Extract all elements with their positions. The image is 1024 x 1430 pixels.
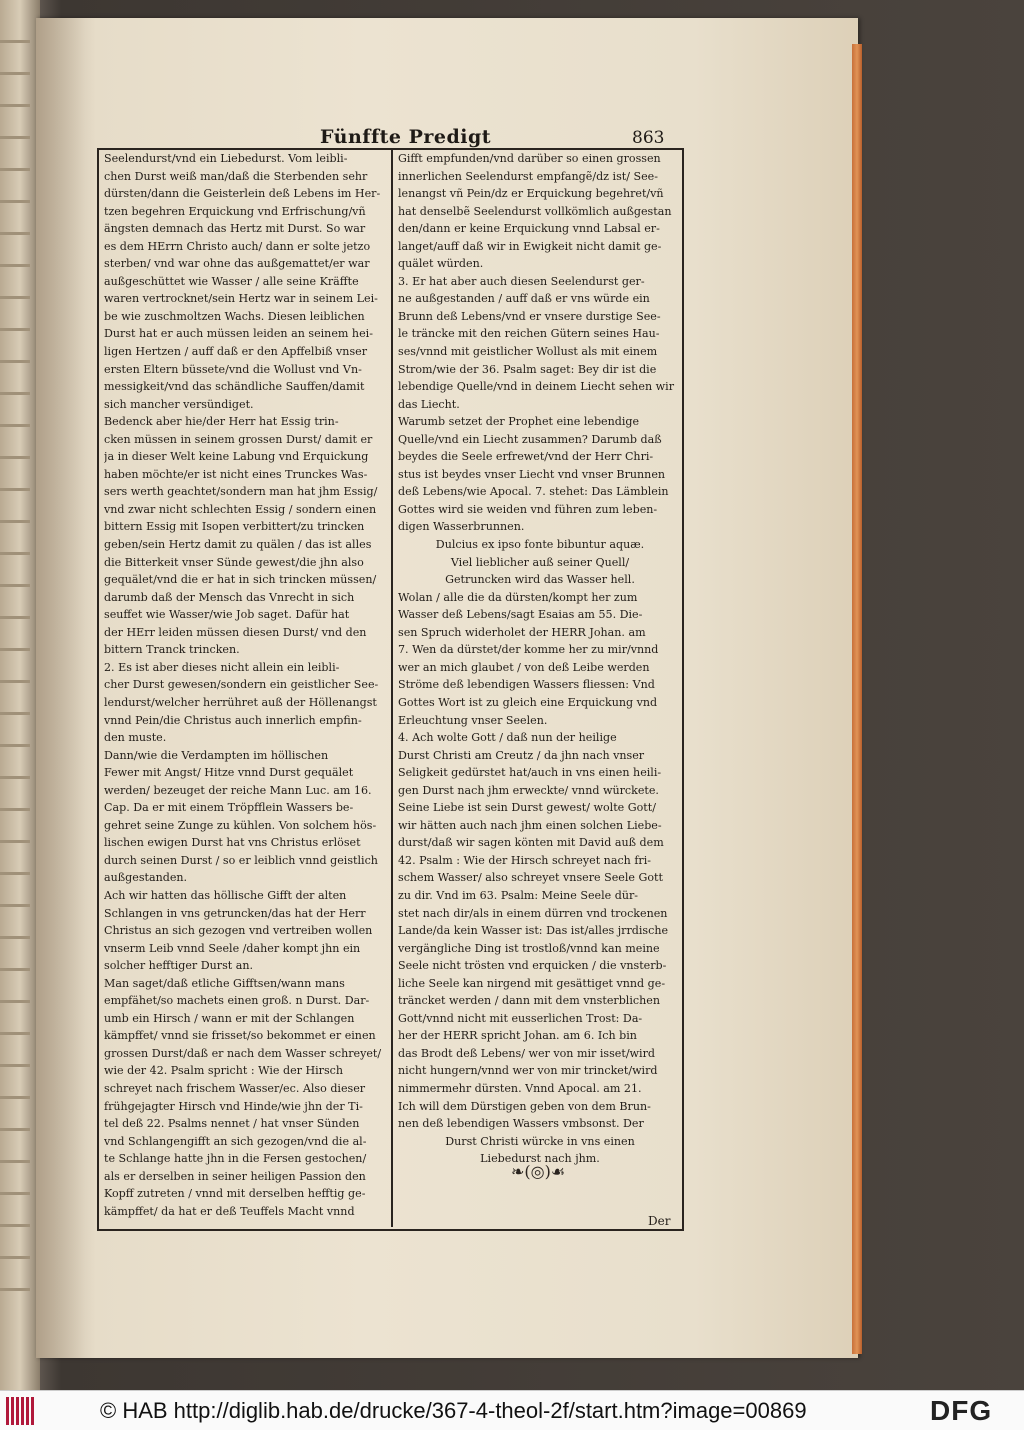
- text-line: Wasser deß Lebens/sagt Esaias am 55. Die-: [398, 608, 643, 622]
- text-line: wer an mich glaubet / von deß Leibe werden: [398, 660, 650, 674]
- text-line: beydes die Seele erfrewet/vnd der Herr Chri-: [398, 450, 654, 464]
- text-line: liche Seele kan nirgend mit gesättiget vnnd ge-: [398, 976, 666, 990]
- text-line: gen Durst nach jhm erweckte/ vnnd würckete.: [398, 783, 659, 797]
- text-line: Man saget/daß etliche Gifftsen/wann mans: [104, 976, 345, 990]
- text-line: vnnd Pein/die Christus auch innerlich empfin-: [104, 713, 362, 727]
- text-line: kämpffet/ vnnd sie frisset/so bekommet er einen: [104, 1029, 376, 1043]
- catchword: Der: [648, 1214, 671, 1228]
- text-line: vnd zwar nicht schlechten Essig / sondern einen: [104, 502, 377, 516]
- copyright-url[interactable]: © HAB http://diglib.hab.de/drucke/367-4-theol-2f/start.htm?image=00869: [100, 1398, 807, 1423]
- text-line: kämpffet/ da hat er deß Teuffels Macht vnnd: [104, 1204, 355, 1218]
- text-line: umb ein Hirsch / wann er mit der Schlangen: [104, 1011, 355, 1025]
- page-edge-strip: [0, 72, 30, 75]
- right-column: [398, 150, 682, 1168]
- text-line: lischen ewigen Durst hat vns Christus erlöset: [104, 836, 361, 850]
- text-line: sich mancher versündiget.: [104, 397, 254, 411]
- text-line: Liebedurst nach jhm.: [480, 1152, 600, 1166]
- text-line: seuffet wie Wasser/wie Job saget. Dafür hat: [104, 608, 350, 622]
- text-line: empfähet/so machets einen groß. n Durst. Dar-: [104, 994, 370, 1008]
- text-line: be wie zuschmoltzen Wachs. Diesen leiblichen: [104, 309, 365, 323]
- text-line: haben möchte/er ist nicht eines Trunckes Was-: [104, 467, 368, 481]
- text-line: waren vertrocknet/sein Hertz war in seinem Lei-: [104, 292, 378, 306]
- text-line: Kopff zutreten / vnnd mit derselben hefftig ge-: [104, 1187, 366, 1201]
- text-line: her der HERR spricht Johan. am 6. Ich bin: [398, 1029, 637, 1043]
- page-gutter-shadow: [36, 18, 96, 1358]
- text-line: bittern Tranck trincken.: [104, 643, 240, 657]
- text-line: langet/auff daß wir in Ewigkeit nicht damit ge-: [398, 239, 662, 253]
- text-line: innerlichen Seelendurst empfangẽ/dz ist/ See-: [398, 169, 658, 183]
- page-edge-strip: [0, 552, 30, 555]
- page-edge-strip: [0, 1224, 30, 1227]
- text-line: messigkeit/vnd das schändliche Sauffen/damit: [104, 380, 365, 394]
- page-edge-strip: [0, 616, 30, 619]
- text-line: der HErr leiden müssen diesen Durst/ vnd den: [104, 625, 367, 639]
- text-line: als er derselben in seiner heiligen Passion den: [104, 1169, 366, 1183]
- text-line: ne außgestanden / auff daß er vns würde ein: [398, 292, 650, 306]
- text-line: sterben/ vnd war ohne das außgemattet/er war: [104, 257, 370, 271]
- text-line: Seligkeit gedürstet hat/auch in vns einen heili-: [398, 766, 662, 780]
- text-line: dürsten/dann die Geisterlein deß Lebens im Her-: [104, 187, 381, 201]
- text-line: stus ist beydes vnser Liecht vnd vnser Brunnen: [398, 467, 666, 481]
- text-line: lebendige Quelle/vnd in deinem Liecht sehen wir: [398, 380, 675, 394]
- text-line: Ströme deß lebendigen Wassers fliessen: Vnd: [398, 678, 655, 692]
- page-edge-strip: [0, 1000, 30, 1003]
- text-line: 7. Wen da dürstet/der komme her zu mir/vnnd: [398, 643, 659, 657]
- text-line: Gifft empfunden/vnd darüber so einen grossen: [398, 152, 661, 165]
- page-edge-strip: [0, 200, 30, 203]
- text-line: Durst Christi würcke in vns einen: [445, 1134, 635, 1148]
- text-line: wir hätten auch nach jhm einen solchen Liebe-: [398, 818, 662, 832]
- text-line: die Bitterkeit vnser Sünde gewest/die jhn also: [104, 555, 364, 569]
- page-edge-strip: [0, 168, 30, 171]
- text-line: Gottes Wort ist zu gleich eine Erquickung vnd: [398, 695, 658, 709]
- text-line: Gottes wird sie weiden vnd führen zum leben-: [398, 502, 658, 516]
- page-edge-strip: [0, 1160, 30, 1163]
- text-line: Getruncken wird das Wasser hell.: [445, 573, 635, 587]
- text-line: chen Durst weiß man/daß die Sterbenden sehr: [104, 169, 368, 183]
- text-line: Ach wir hatten das höllische Gifft der alten: [104, 888, 347, 902]
- text-line: Dulcius ex ipso fonte bibuntur aquæ.: [435, 538, 645, 552]
- text-line: sers werth geachtet/sondern man hat jhm Essig/: [104, 485, 378, 499]
- page-edge-strip: [0, 712, 30, 715]
- page-edge-strip: [0, 328, 30, 331]
- text-line: werden/ bezeuget der reiche Mann Luc. am 16.: [104, 783, 372, 797]
- text-line: vergängliche Ding ist trostloß/vnnd kan meine: [398, 941, 660, 955]
- text-line: Strom/wie der 36. Psalm saget: Bey dir ist die: [398, 362, 657, 376]
- text-line: Quelle/vnd ein Liecht zusammen? Darumb daß: [398, 432, 662, 446]
- text-line: Ich will dem Dürstigen geben von dem Brun-: [398, 1099, 651, 1113]
- page-edge-strip: [0, 840, 30, 843]
- text-line: 3. Er hat aber auch diesen Seelendurst ger-: [398, 274, 645, 288]
- text-line: durch seinen Durst / so er leiblich vnnd geistlich: [104, 853, 378, 867]
- text-line: Erleuchtung vnser Seelen.: [398, 713, 548, 727]
- text-line: Christus an sich gezogen vnd vertreiben wollen: [104, 924, 373, 938]
- text-line: Warumb setzet der Prophet eine lebendige: [398, 415, 640, 429]
- text-line: außgeschüttet wie Wasser / alle seine Kräffte: [104, 274, 359, 288]
- text-line: Seele nicht trösten vnd erquicken / die vnsterb-: [398, 959, 667, 973]
- text-line: hat denselbẽ Seelendurst vollkömlich außgestan: [398, 204, 672, 218]
- text-line: grossen Durst/daß er nach dem Wasser schreyet/: [104, 1046, 382, 1060]
- text-line: te Schlange hatte jhn in die Fersen gestochen/: [104, 1152, 367, 1166]
- text-line: schem Wasser/ also schreyet vnsere Seele Gott: [398, 871, 663, 885]
- text-line: Seine Liebe ist sein Durst gewest/ wolte Gott/: [398, 801, 656, 815]
- page-edge-strip: [0, 680, 30, 683]
- page-edge-strip: [0, 104, 30, 107]
- page-edge-strip: [0, 744, 30, 747]
- text-line: ligen Hertzen / auff daß er den Apffelbiß vnser: [104, 345, 367, 359]
- text-line: Durst hat er auch müssen leiden an seinem hei-: [104, 327, 373, 341]
- text-line: Viel lieblicher auß seiner Quell/: [450, 555, 630, 569]
- footer-bar: [0, 1390, 1024, 1430]
- page-edge-strip: [0, 1096, 30, 1099]
- dfg-logo: DFG: [930, 1395, 993, 1426]
- text-line: gehret seine Zunge zu kühlen. Von solchem hös-: [104, 818, 377, 832]
- text-line: Lande/da kein Wasser ist: Das ist/alles jrrdische: [398, 924, 669, 938]
- ornament-icon: ❧(◎)☙: [511, 1162, 566, 1181]
- text-line: träncket werden / dann mit dem vnsterblichen: [398, 994, 660, 1008]
- text-line: Cap. Da er mit einem Tröpfflein Wassers be-: [104, 801, 354, 815]
- page-edge-strip: [0, 360, 30, 363]
- page-edge-strip: [0, 1128, 30, 1131]
- page-edge-strip: [0, 520, 30, 523]
- page-edge-strip: [0, 264, 30, 267]
- text-line: das Liecht.: [398, 397, 460, 411]
- page-edge-strip: [0, 872, 30, 875]
- page-edge-strip: [0, 648, 30, 651]
- text-line: 2. Es ist aber dieses nicht allein ein leibli-: [104, 660, 340, 674]
- page-red-edge: [852, 44, 862, 1354]
- text-line: nicht hungern/vnnd wer von mir trincket/wird: [398, 1064, 658, 1078]
- text-line: Durst Christi am Creutz / da jhn nach vnser: [398, 748, 645, 762]
- page-edge-strip: [0, 776, 30, 779]
- text-line: cher Durst gewesen/sondern ein geistlicher See-: [104, 678, 379, 692]
- page-edge-strip: [0, 936, 30, 939]
- text-line: quälet würden.: [398, 257, 484, 271]
- page-edge-strip: [0, 424, 30, 427]
- page-edge-strip: [0, 1288, 30, 1291]
- text-line: Schlangen in vns getruncken/das hat der Herr: [104, 906, 366, 920]
- page-edge-strip: [0, 1256, 30, 1259]
- text-line: tzen begehren Erquickung vnd Erfrischung/vñ: [104, 204, 366, 218]
- text-line: vnd Schlangengifft an sich gezogen/vnd die al-: [104, 1134, 367, 1148]
- text-line: den muste.: [104, 731, 167, 745]
- adjacent-page-edge: [0, 0, 40, 1390]
- text-line: deß Lebens/wie Apocal. 7. stehet: Das Lämblein: [398, 485, 669, 499]
- text-line: stet nach dir/als in einem dürren vnd trockenen: [398, 906, 668, 920]
- page-edge-strip: [0, 456, 30, 459]
- page-edge-strip: [0, 392, 30, 395]
- page-edge-strip: [0, 136, 30, 139]
- hab-barcode-icon: [6, 1397, 36, 1425]
- page-edge-strip: [0, 808, 30, 811]
- text-line: lenangst vñ Pein/dz er Erquickung begehret/vñ: [398, 187, 664, 201]
- text-line: außgestanden.: [104, 871, 188, 885]
- page-edge-strip: [0, 1192, 30, 1195]
- text-line: Brunn deß Lebens/vnd er vnsere durstige See-: [398, 309, 661, 323]
- text-line: schreyet nach frischem Wasser/ec. Also dieser: [104, 1081, 366, 1095]
- text-line: Seelendurst/vnd ein Liebedurst. Vom leibli-: [104, 152, 348, 165]
- page-edge-strip: [0, 296, 30, 299]
- text-line: ängsten demnach das Hertz mit Durst. So war: [104, 222, 366, 236]
- page-edge-strip: [0, 584, 30, 587]
- text-line: bittern Essig mit Isopen verbittert/zu trincken: [104, 520, 365, 534]
- text-line: zu dir. Vnd im 63. Psalm: Meine Seele dür-: [398, 888, 639, 902]
- text-line: ja in dieser Welt keine Labung vnd Erquickung: [104, 450, 369, 464]
- page-edge-strip: [0, 1064, 30, 1067]
- page-edge-strip: [0, 1032, 30, 1035]
- text-line: gequälet/vnd die er hat in sich trincken müssen/: [104, 573, 377, 587]
- text-line: das Brodt deß Lebens/ wer von mir isset/wird: [398, 1046, 656, 1060]
- text-line: le träncke mit den reichen Gütern seines Hau-: [398, 327, 660, 341]
- running-title: Fünffte Predigt: [320, 126, 492, 148]
- page-edge-strip: [0, 488, 30, 491]
- text-line: nimmermehr dürsten. Vnnd Apocal. am 21.: [398, 1081, 642, 1095]
- page-edge-strip: [0, 904, 30, 907]
- text-line: sen Spruch widerholet der HERR Johan. am: [398, 625, 646, 639]
- text-line: Gott/vnnd nicht mit eusserlichen Trost: Da-: [398, 1011, 643, 1025]
- text-line: lendurst/welcher herrühret auß der Höllenangst: [104, 695, 377, 709]
- text-line: darumb daß der Mensch das Vnrecht in sich: [104, 590, 355, 604]
- text-line: ersten Eltern büssete/vnd die Wollust vnd Vn-: [104, 362, 362, 376]
- column-divider: [391, 150, 393, 1227]
- text-line: durst/daß wir sagen könten mit David auß dem: [398, 836, 664, 850]
- text-line: ses/vnnd mit geistlicher Wollust als mit einem: [398, 345, 658, 359]
- text-line: den/dann er keine Erquickung vnnd Labsal er-: [398, 222, 660, 236]
- text-line: 4. Ach wolte Gott / daß nun der heilige: [398, 731, 617, 745]
- text-line: Bedenck aber hie/der Herr hat Essig trin-: [104, 415, 339, 429]
- text-line: vnserm Leib vnnd Seele /daher kompt jhn ein: [104, 941, 361, 955]
- text-line: frühgejagter Hirsch vnd Hinde/wie jhn der Ti-: [104, 1099, 363, 1113]
- text-line: Fewer mit Angst/ Hitze vnnd Durst gequälet: [104, 766, 354, 780]
- text-line: es dem HErrn Christo auch/ dann er solte jetzo: [104, 239, 371, 253]
- text-line: cken müssen in seinem grossen Durst/ damit er: [104, 432, 373, 446]
- text-line: digen Wasserbrunnen.: [398, 520, 525, 534]
- page-edge-strip: [0, 968, 30, 971]
- text-line: Dann/wie die Verdampten im höllischen: [104, 748, 329, 762]
- text-line: nen deß lebendigen Wassers vmbsonst. Der: [398, 1117, 644, 1131]
- text-line: tel deß 22. Psalms nennet / hat vnser Sünden: [104, 1117, 360, 1131]
- page-number: 863: [632, 128, 665, 148]
- text-line: Wolan / alle die da dürsten/kompt her zum: [398, 590, 638, 604]
- text-line: geben/sein Hertz damit zu quälen / das ist alles: [104, 538, 372, 552]
- page-edge-strip: [0, 40, 30, 43]
- text-line: wie der 42. Psalm spricht : Wie der Hirsch: [104, 1064, 344, 1078]
- text-line: 42. Psalm : Wie der Hirsch schreyet nach fri-: [398, 853, 652, 867]
- left-column: [104, 150, 388, 1220]
- page-edge-strip: [0, 232, 30, 235]
- text-line: solcher hefftiger Durst an.: [104, 959, 254, 973]
